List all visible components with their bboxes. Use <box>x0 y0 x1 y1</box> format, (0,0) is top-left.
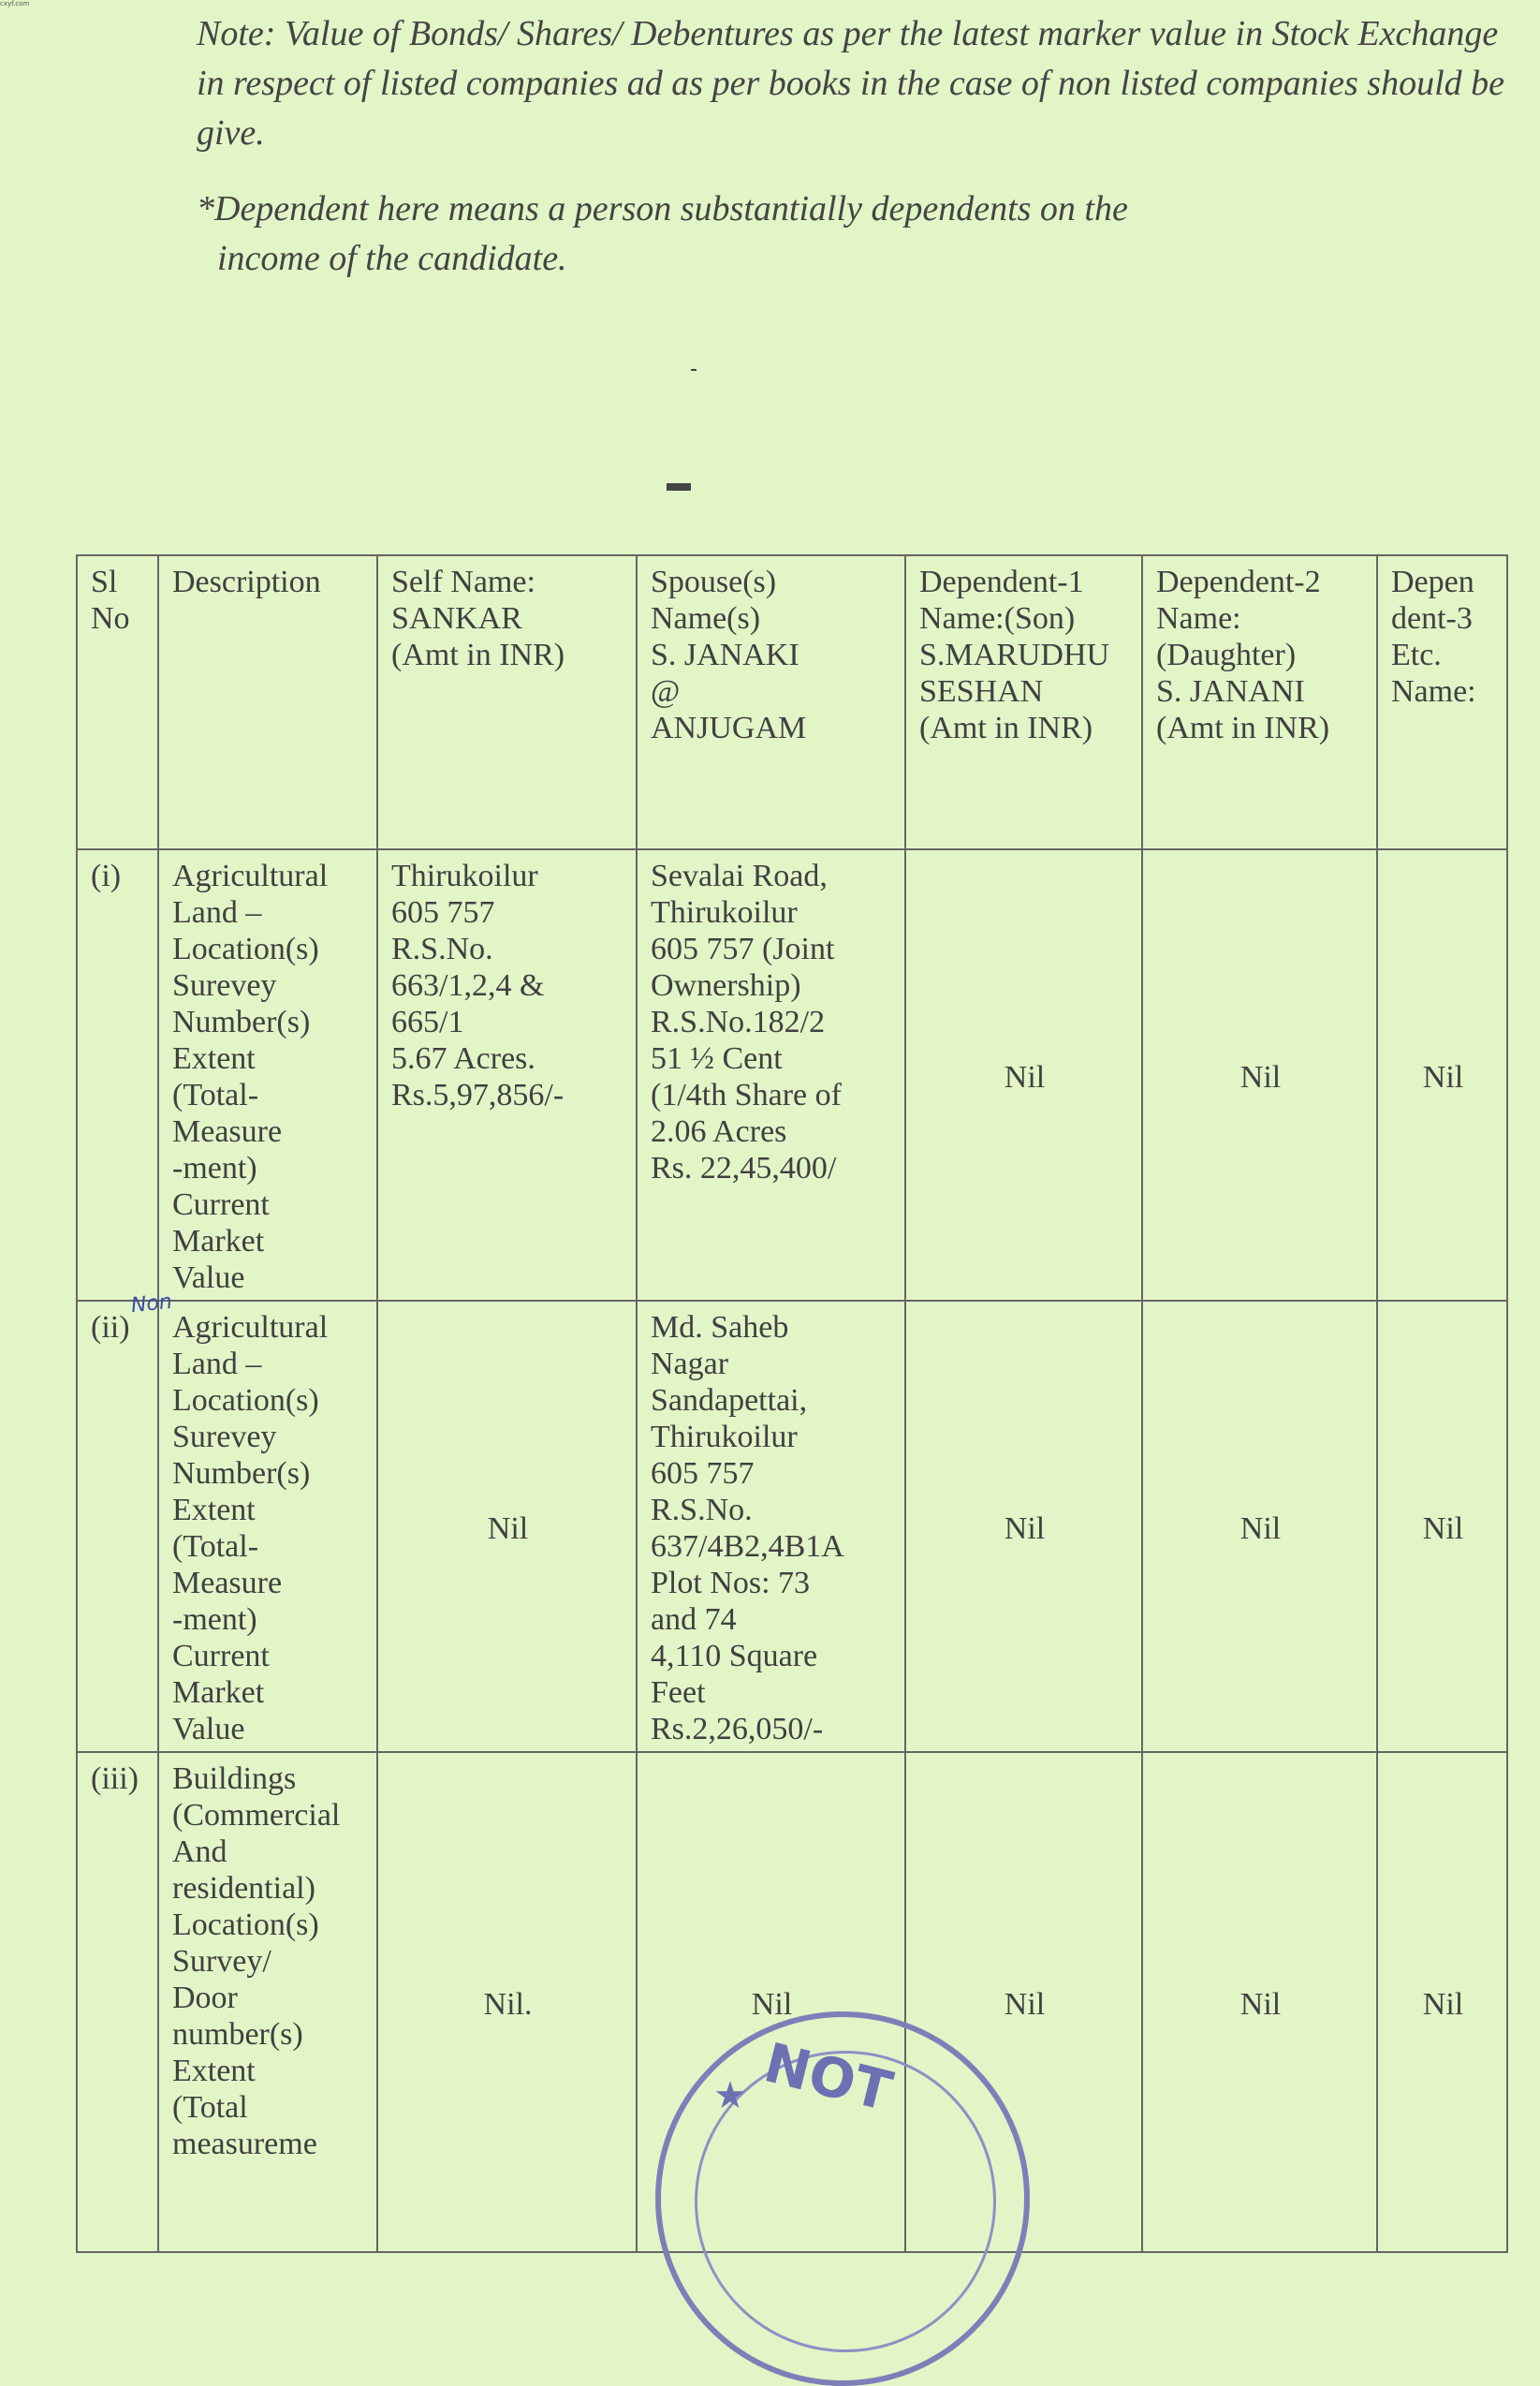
note-dependent-line1: *Dependent here means a person substantially dependents on the <box>197 189 1128 228</box>
table-row <box>77 849 1507 1301</box>
row-dependent-2-value: Nil <box>1142 1301 1377 1752</box>
header-description: Description <box>158 555 377 849</box>
header-self: Self Name: SANKAR (Amt in INR) <box>377 555 637 849</box>
row-dependent-3-value: Nil <box>1377 1301 1507 1752</box>
row-dependent-1-value: Nil <box>905 849 1142 1301</box>
row-dependent-2-value: Nil <box>1142 849 1377 1301</box>
scan-speck <box>691 369 697 371</box>
header-sl-no: Sl No <box>77 555 158 849</box>
row-dependent-2-value: Nil <box>1142 1752 1377 2252</box>
row-self-value: Nil <box>377 1301 637 1752</box>
row-spouse-value: Nil <box>637 1752 905 2252</box>
row-spouse-value: Sevalai Road, Thirukoilur 605 757 (Joint Ownership) R.S.No.182/2 51 ½ Cent (1/4th Share of 2.06 Acres Rs. 22,45,400/ <box>637 849 905 1301</box>
row-sl-no: (iii) <box>77 1752 158 2252</box>
row-spouse-value: Md. Saheb Nagar Sandapettai, Thirukoilur 605 757 R.S.No. 637/4B2,4B1A Plot Nos: 73 and 74 4,110 Square Feet Rs.2,26,050/- <box>637 1301 905 1752</box>
header-dependent-2: Dependent-2 Name: (Daughter) S. JANANI (Amt in INR) <box>1142 555 1377 849</box>
row-dependent-1-value: Nil <box>905 1301 1142 1752</box>
row-sl-no: (i) <box>77 849 158 1301</box>
row-self-value: Thirukoilur 605 757 R.S.No. 663/1,2,4 & 665/1 5.67 Acres. Rs.5,97,856/- <box>377 849 637 1301</box>
header-spouse: Spouse(s) Name(s) S. JANAKI @ ANJUGAM <box>637 555 905 849</box>
note-dependent-line2: income of the candidate. <box>217 239 567 278</box>
table-row <box>77 1301 1507 1752</box>
assets-table <box>76 554 1508 2253</box>
stamp-text: NOT <box>757 2030 899 2124</box>
row-dependent-3-value: Nil <box>1377 1752 1507 2252</box>
header-dependent-3: Depen dent-3 Etc. Name: <box>1377 555 1507 849</box>
row-sl-no: (ii) <box>77 1301 158 1752</box>
row-description: Agricultural Land – Location(s) Surevey Number(s) Extent (Total- Measure -ment) Current Market Value <box>158 849 377 1301</box>
star-icon: ★ <box>713 2074 747 2116</box>
row-dependent-3-value: Nil <box>1377 849 1507 1301</box>
note-bonds-shares: Note: Value of Bonds/ Shares/ Debentures as per the latest marker value in Stock Exchange in respect of listed companies ad as per books in the case of non listed companies should be give. <box>197 14 1505 153</box>
corner-watermark: cxyf.com <box>0 0 30 7</box>
handwritten-annotation: Non <box>129 1289 174 1318</box>
header-dependent-1: Dependent-1 Name:(Son) S.MARUDHU SESHAN (Amt in INR) <box>905 555 1142 849</box>
note-dependent-definition <box>197 184 1526 284</box>
row-self-value: Nil. <box>377 1752 637 2252</box>
scan-speck <box>667 483 691 491</box>
row-dependent-1-value: Nil <box>905 1752 1142 2252</box>
table-header-row <box>77 555 1507 849</box>
notary-stamp <box>655 2011 1030 2386</box>
row-description: Agricultural Land – Location(s) Surevey Number(s) Extent (Total- Measure -ment) Current Market Value <box>158 1301 377 1752</box>
row-description: Buildings (Commercial And residential) Location(s) Survey/ Door number(s) Extent (Total measureme <box>158 1752 377 2252</box>
